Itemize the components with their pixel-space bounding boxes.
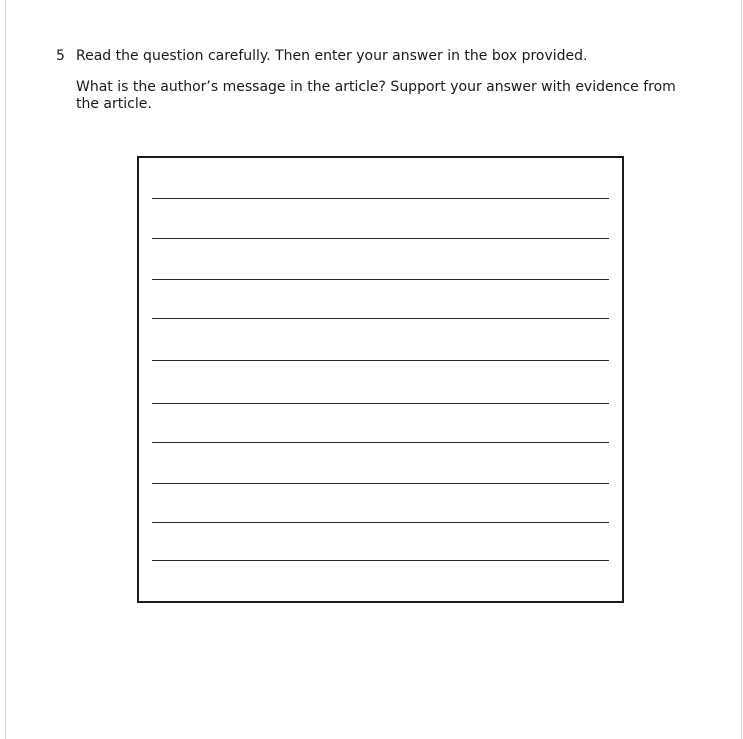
page-left-border <box>5 0 6 739</box>
answer-line-3 <box>152 279 609 280</box>
answer-line-2 <box>152 238 609 239</box>
answer-line-5 <box>152 360 609 361</box>
page-right-border <box>741 0 742 739</box>
answer-line-1 <box>152 198 609 199</box>
question-prompt: What is the author’s message in the article? Support your answer with evidence from the article. <box>76 79 676 112</box>
answer-line-6 <box>152 403 609 404</box>
answer-line-4 <box>152 318 609 319</box>
answer-line-8 <box>152 483 609 484</box>
answer-box[interactable] <box>137 156 624 603</box>
question-number: 5 <box>56 48 65 64</box>
question-instruction: Read the question carefully. Then enter your answer in the box provided. <box>76 48 588 64</box>
answer-line-10 <box>152 560 609 561</box>
answer-line-9 <box>152 522 609 523</box>
answer-line-7 <box>152 442 609 443</box>
